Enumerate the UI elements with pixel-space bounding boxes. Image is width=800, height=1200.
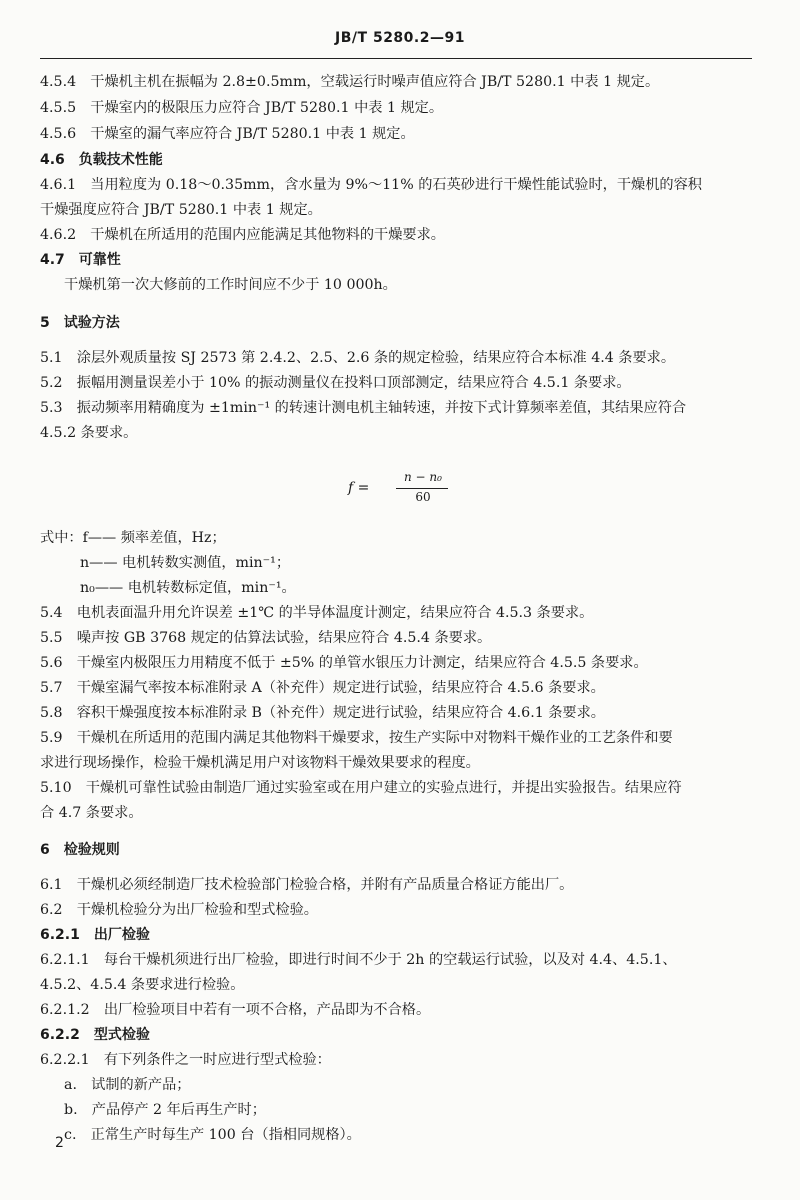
clause-4-5-4: 4.5.4 干燥机主机在振幅为 2.8±0.5mm，空载运行时噪声值应符合 JB/T 5280.1 中表 1 规定。 xyxy=(40,74,660,90)
clause-4-7-text: 干燥机第一次大修前的工作时间应不少于 10 000h。 xyxy=(64,277,397,293)
list-item-a: a. 试制的新产品； xyxy=(64,1077,191,1093)
heading-6: 6 检验规则 xyxy=(40,842,120,858)
clause-4-5-5: 4.5.5 干燥室内的极限压力应符合 JB/T 5280.1 中表 1 规定。 xyxy=(40,100,444,116)
heading-6-2-2: 6.2.2 型式检验 xyxy=(40,1027,150,1043)
clause-5-4: 5.4 电机表面温升用允许误差 ±1℃ 的半导体温度计测定，结果应符合 4.5.3 条要求。 xyxy=(40,605,594,621)
list-item-c: c. 正常生产时每生产 100 台（指相同规格）。 xyxy=(64,1127,361,1143)
clause-6-1: 6.1 干燥机必须经制造厂技术检验部门检验合格，并附有产品质量合格证方能出厂。 xyxy=(40,877,574,893)
clause-5-10: 5.10 干燥机可靠性试验由制造厂通过实验室或在用户建立的实验点进行，并提出实验报告。结果应符 xyxy=(40,780,682,796)
clause-5-6: 5.6 干燥室内极限压力用精度不低于 ±5% 的单管水银压力计测定，结果应符合 4.5.5 条要求。 xyxy=(40,655,648,671)
list-item-b: b. 产品停产 2 年后再生产时； xyxy=(64,1102,266,1118)
clause-4-5-6: 4.5.6 干燥室的漏气率应符合 JB/T 5280.1 中表 1 规定。 xyxy=(40,126,415,142)
clause-6-2-1-1: 6.2.1.1 每台干燥机须进行出厂检验，即进行时间不少于 2h 的空载运行试验，以及对 4.4、4.5.1、 xyxy=(40,952,677,968)
clause-5-7: 5.7 干燥室漏气率按本标准附录 A（补充件）规定进行试验，结果应符合 4.5.6 条要求。 xyxy=(40,680,605,696)
clause-6-2: 6.2 干燥机检验分为出厂检验和型式检验。 xyxy=(40,902,318,918)
clause-5-10-cont: 合 4.7 条要求。 xyxy=(40,805,143,821)
frequency-formula xyxy=(320,470,480,510)
heading-4-7: 4.7 可靠性 xyxy=(40,252,121,268)
clause-6-2-2-1: 6.2.2.1 有下列条件之一时应进行型式检验： xyxy=(40,1052,331,1068)
clause-5-3: 5.3 振动频率用精确度为 ±1min⁻¹ 的转速计测电机主轴转速，并按下式计算频率差值，其结果应符合 xyxy=(40,400,687,416)
clause-6-2-1-2: 6.2.1.2 出厂检验项目中若有一项不合格，产品即为不合格。 xyxy=(40,1002,431,1018)
clause-5-9-cont: 求进行现场操作，检验干燥机满足用户对该物料干燥效果要求的程度。 xyxy=(40,755,480,771)
clause-5-9: 5.9 干燥机在所适用的范围内满足其他物料干燥要求，按生产实际中对物料干燥作业的工艺条件和要 xyxy=(40,730,673,746)
clause-4-6-2: 4.6.2 干燥机在所适用的范围内应能满足其他物料的干燥要求。 xyxy=(40,227,445,243)
clause-6-2-1-1-cont: 4.5.2、4.5.4 条要求进行检验。 xyxy=(40,977,245,993)
formula-lhs: f = xyxy=(348,480,370,496)
where-f: 式中：f—— 频率差值，Hz； xyxy=(40,530,226,546)
where-n: n—— 电机转数实测值，min⁻¹； xyxy=(80,555,291,571)
clause-5-2: 5.2 振幅用测量误差小于 10% 的振动测量仪在投料口顶部测定，结果应符合 4.5.1 条要求。 xyxy=(40,375,631,391)
heading-4-6: 4.6 负载技术性能 xyxy=(40,152,163,168)
clause-5-5: 5.5 噪声按 GB 3768 规定的估算法试验，结果应符合 4.5.4 条要求。 xyxy=(40,630,492,646)
heading-5: 5 试验方法 xyxy=(40,315,120,331)
fraction-bar xyxy=(396,488,448,489)
clause-5-3-cont: 4.5.2 条要求。 xyxy=(40,425,138,441)
formula-denominator: 60 xyxy=(415,490,431,504)
clause-5-8: 5.8 容积干燥强度按本标准附录 B（补充件）规定进行试验，结果应符合 4.6.1 条要求。 xyxy=(40,705,605,721)
formula-numerator: n − n₀ xyxy=(404,470,442,484)
heading-6-2-1: 6.2.1 出厂检验 xyxy=(40,927,150,943)
clause-4-6-1: 4.6.1 当用粒度为 0.18～0.35mm，含水量为 9%～11% 的石英砂进行干燥性能试验时，干燥机的容积 xyxy=(40,177,702,193)
clause-4-6-1-cont: 干燥强度应符合 JB/T 5280.1 中表 1 规定。 xyxy=(40,202,322,218)
page-number: 2 xyxy=(55,1135,64,1151)
where-n0: n₀—— 电机转数标定值，min⁻¹。 xyxy=(80,580,296,596)
standard-header: JB/T 5280.2—91 xyxy=(335,30,465,46)
header-rule xyxy=(40,58,752,59)
clause-5-1: 5.1 涂层外观质量按 SJ 2573 第 2.4.2、2.5、2.6 条的规定检验，结果应符合本标准 4.4 条要求。 xyxy=(40,350,676,366)
